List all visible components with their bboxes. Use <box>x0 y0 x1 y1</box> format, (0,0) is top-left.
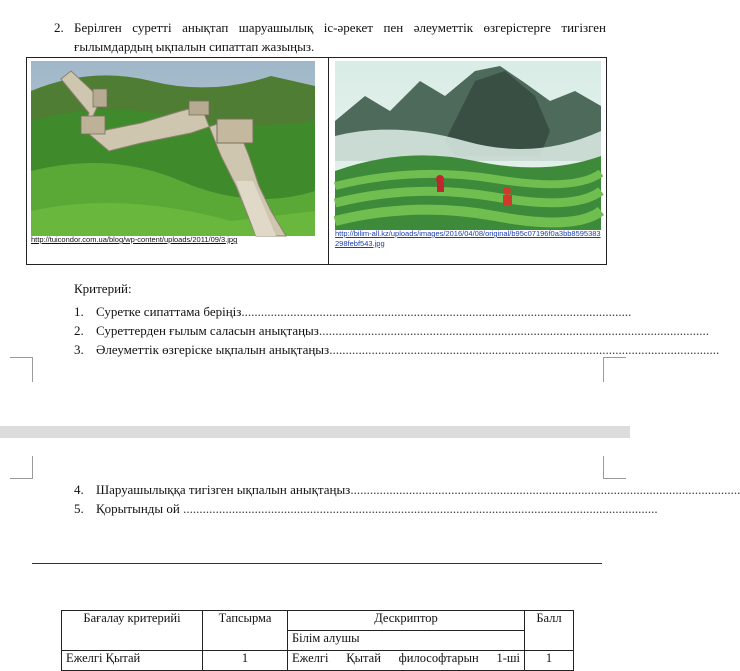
header-score: Балл <box>525 611 574 651</box>
header-task: Тапсырма <box>203 611 288 651</box>
criteria-item <box>74 499 658 518</box>
criteria-item <box>74 302 632 321</box>
page-corner-mark <box>603 357 626 382</box>
image-table <box>26 57 607 265</box>
dotted-leader: ........................................................................................................................ <box>350 482 740 497</box>
criteria-item-number: 1. <box>74 304 84 319</box>
header-criterion: Бағалау критерийі <box>62 611 203 651</box>
dotted-leader: ........................................................................................................................ <box>318 323 709 338</box>
criteria-item-text: Қорытынды ой <box>96 501 184 516</box>
page-corner-mark <box>10 357 33 382</box>
criteria-list <box>74 302 720 359</box>
dotted-leader: ........................................................................................................................ <box>329 342 720 357</box>
criteria-item-text: Әлеуметтік өзгеріске ықпалын анықтаңыз <box>96 342 330 357</box>
page-break-gap <box>0 426 630 438</box>
right-image-source-link[interactable]: http://bilim-all.kz/uploads/images/2016/04/08/original/b95c07196f0a3bb8595383298febf543.jpg <box>335 229 601 248</box>
dotted-leader: ........................................................................................................................ <box>241 304 632 319</box>
criteria-item-number: 3. <box>74 342 84 357</box>
header-descriptor: Дескриптор <box>288 611 525 631</box>
left-image-source-link[interactable]: http://tuicondor.com.ua/blog/wp-content/uploads/2011/09/3.jpg <box>31 235 238 244</box>
criteria-item-number: 2. <box>74 323 84 338</box>
criteria-list-continued <box>74 480 740 518</box>
task-number: 2. <box>54 20 64 35</box>
criteria-item <box>74 321 709 340</box>
cell-criterion: Ежелгі Қытай <box>62 651 203 671</box>
task-2 <box>54 18 606 56</box>
page-corner-mark <box>10 456 33 479</box>
criteria-item <box>74 480 740 499</box>
task-text: Берілген суретті анықтап шаруашылық іс-әрекет пен әлеуметтік өзгерістерге тигізген ғылымдардың ықпалын сипаттап жазыңыз. <box>74 20 606 54</box>
cell-score: 1 <box>525 651 574 671</box>
criteria-item <box>74 340 720 359</box>
criteria-item-text: Суретке сипаттама беріңіз <box>96 304 242 319</box>
grading-table <box>61 610 574 671</box>
great-wall-photo <box>31 61 315 236</box>
cell-task: 1 <box>203 651 288 671</box>
dotted-leader: .................................................................................................................................................. <box>183 501 658 516</box>
criteria-item-number: 4. <box>74 482 84 497</box>
page-corner-mark <box>603 456 626 479</box>
cell-descriptor: Ежелгі Қытай философтарын 1-ші <box>288 651 525 671</box>
criteria-item-text: Суреттерден ғылым саласын анықтаңыз <box>96 323 319 338</box>
criteria-item-text: Шаруашылыққа тигізген ықпалын анықтаңыз <box>96 482 351 497</box>
horizontal-rule <box>32 563 602 564</box>
table-divider <box>328 58 329 264</box>
criteria-item-number: 5. <box>74 501 84 516</box>
tea-plantation-photo <box>335 61 601 230</box>
criteria-title: Критерий: <box>74 281 132 296</box>
subheader-learner: Білім алушы <box>288 631 525 651</box>
